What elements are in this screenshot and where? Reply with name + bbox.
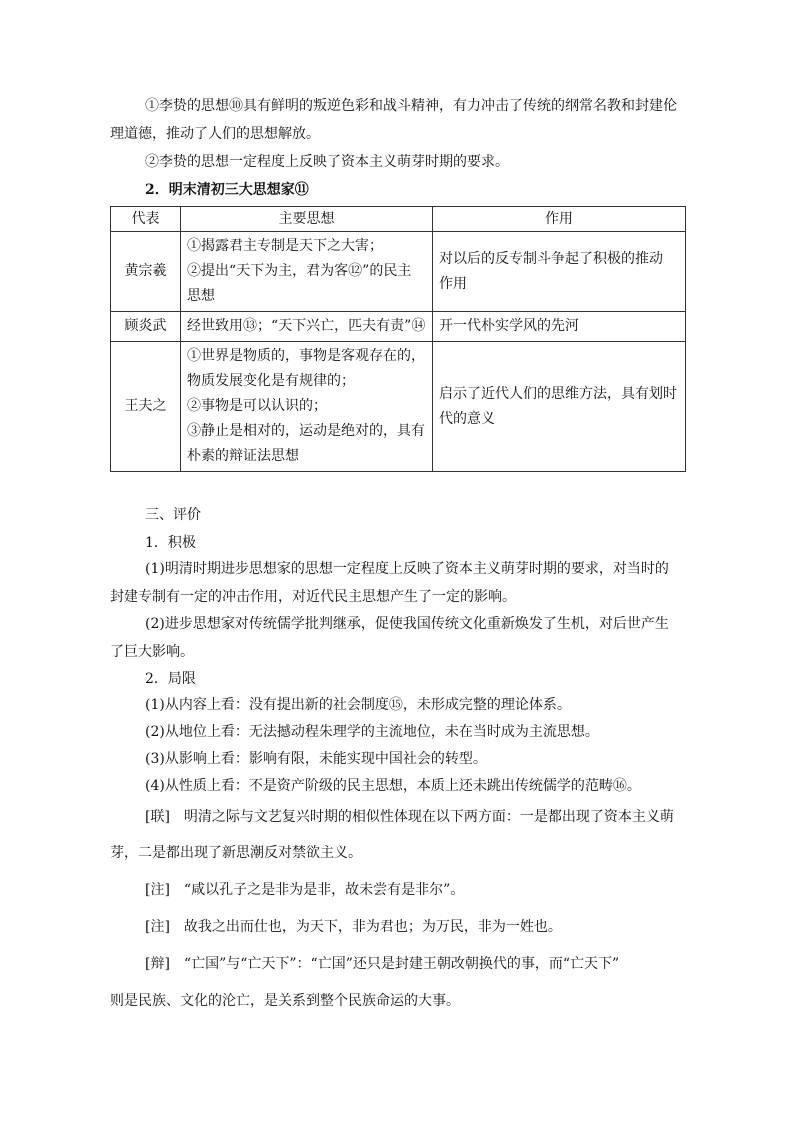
positive-2a: (2)进步思想家对传统儒学批判继承，促使我国传统文化重新焕发了生机，对后世产生 — [145, 616, 669, 632]
table-cell-effect — [433, 232, 686, 312]
note-lian-2: 芽，二是都出现了新思潮反对禁欲主义。 — [110, 845, 362, 861]
table-row — [111, 232, 686, 312]
para-top-1: ①李贽的思想⑩具有鲜明的叛逆色彩和战斗精神，有力冲击了传统的纲常名教和封建伦 — [145, 98, 677, 114]
table-cell-thought — [181, 232, 433, 312]
note-zhu-1: [注] “咸以孔子之是非为是非，故未尝有是非尔”。 — [145, 882, 465, 898]
table-cell-thought — [181, 312, 433, 342]
thought-line: ②事物是可以认识的； — [187, 398, 327, 414]
thinkers-table — [110, 206, 686, 472]
note-bian-2: 则是民族、文化的沦亡，是关系到整个民族命运的大事。 — [110, 993, 460, 1009]
thought-line: ②提出“天下为主，君为客⑫”的民主 — [187, 263, 412, 279]
table-header-rep: 代表 — [111, 207, 181, 232]
positive-1b: 封建专制有一定的冲击作用，对近代民主思想产生了一定的影响。 — [110, 589, 516, 605]
table-cell-effect — [433, 342, 686, 472]
effect-line: 代的意义 — [439, 410, 495, 427]
section2-title: 2．明末清初三大思想家⑪ — [145, 182, 309, 198]
positive-2b: 了巨大影响。 — [110, 644, 194, 660]
thought-line: ①揭露君主专制是天下之大害； — [187, 238, 383, 254]
table-header-effect: 作用 — [433, 207, 686, 232]
note-bian-1: [辩] “亡国”与“亡天下”：“亡国”还只是封建王朝改朝换代的事，而“亡天下” — [145, 956, 620, 972]
positive-title: 1．积极 — [145, 535, 196, 551]
table-cell-rep: 王夫之 — [111, 342, 181, 472]
table-cell-rep: 黄宗羲 — [111, 232, 181, 312]
limit-2: (2)从地位上看：无法撼动程朱理学的主流地位，未在当时成为主流思想。 — [145, 724, 599, 740]
thought-line: ③静止是相对的，运动是绝对的，具有 — [187, 423, 425, 439]
note-lian-1: [联] 明清之际与文艺复兴时期的相似性体现在以下两方面：一是都出现了资本主义萌 — [145, 809, 674, 825]
table-header-row — [111, 207, 686, 232]
thought-line: 经世致用⑬；“天下兴亡，匹夫有责”⑭ — [187, 318, 426, 334]
para-top-3: ②李贽的思想一定程度上反映了资本主义萌芽时期的要求。 — [145, 154, 509, 170]
section3-title: 三、评价 — [145, 507, 201, 523]
limit-1: (1)从内容上看：没有提出新的社会制度⑮，未形成完整的理论体系。 — [145, 697, 571, 713]
table-cell-rep: 顾炎武 — [111, 312, 181, 342]
para-top-2: 理道德，推动了人们的思想解放。 — [110, 126, 320, 142]
table-header-thought: 主要思想 — [181, 207, 433, 232]
positive-1a: (1)明清时期进步思想家的思想一定程度上反映了资本主义萌芽时期的要求，对当时的 — [145, 561, 669, 577]
table-cell-thought — [181, 342, 433, 472]
table-row — [111, 342, 686, 472]
effect-line: 启示了近代人们的思维方法，具有划时 — [439, 385, 677, 402]
effect-line: 对以后的反专制斗争起了积极的推动 — [439, 250, 663, 267]
effect-line: 作用 — [439, 275, 467, 292]
table-row — [111, 312, 686, 342]
thought-line: 朴素的辩证法思想 — [187, 448, 299, 464]
thought-line: ①世界是物质的，事物是客观存在的， — [187, 348, 425, 364]
thought-line: 思想 — [187, 288, 215, 304]
table-cell-effect — [433, 312, 686, 342]
effect-line: 开一代朴实学风的先河 — [439, 318, 579, 334]
thought-line: 物质发展变化是有规律的； — [187, 373, 355, 389]
limit-title: 2．局限 — [145, 671, 196, 687]
limit-4: (4)从性质上看：不是资产阶级的民主思想，本质上还未跳出传统儒学的范畴⑯。 — [145, 778, 641, 794]
limit-3: (3)从影响上看：影响有限，未能实现中国社会的转型。 — [145, 751, 487, 767]
note-zhu-2: [注] 故我之出而仕也，为天下，非为君也；为万民，非为一姓也。 — [145, 919, 562, 935]
